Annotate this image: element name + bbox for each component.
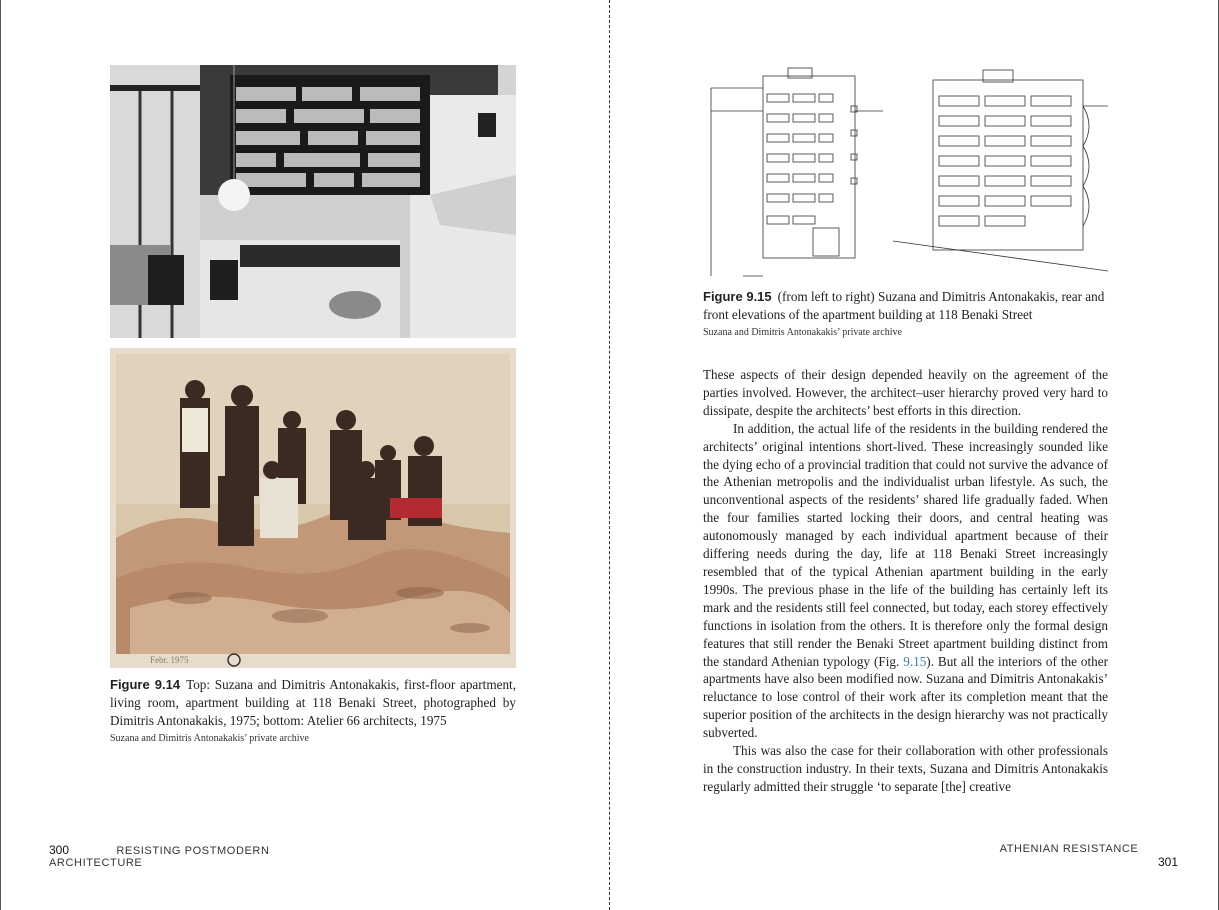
paragraph-text: ). But all the interiors of the other apartments have also been modified now. Suzana and Dimitris Antonakakis’ reluctance to lose control of their work after its completion meant that the superior position of the architects in the design hierarchy was not practically subverted. [703,653,1108,741]
running-head: ATHENIAN RESISTANCE [999,843,1139,855]
figure-9-14-caption [110,676,516,746]
figure-reference-link[interactable]: 9.15 [903,653,927,669]
figure-caption-text: Top: Suzana and Dimitris Antonakakis, first-floor apartment, living room, apartment building at 118 Benaki Street, photographed by Dimitris Antonakakis, 1975; bottom: Atelier 66 architects, 1975 [110,677,517,728]
photo-inscription: Febr. 1975 [150,655,189,665]
right-footer [998,843,1178,869]
figure-label: Figure 9.15 [703,289,772,304]
page-number: 300 [49,843,70,857]
running-head: RESISTING POSTMODERN ARCHITECTURE [49,845,270,869]
interior-living-room-photo [110,65,516,338]
paragraph: These aspects of their design depended heavily on the agreement of the parties involved. However, the architect–user hierarchy proved very hard to dissipate, despite the architects’ best efforts in this direction. [703,367,1108,418]
paragraph: This was also the case for their collaboration with other professionals in the construction industry. In their texts, Suzana and Dimitris Antonakakis regularly admitted their struggle ‘to separate [the] creative [703,743,1108,794]
figure-caption-text: (from left to right) Suzana and Dimitris Antonakakis, rear and front elevations of the apartment building at 118 Benaki Street [703,289,1105,322]
body-text [703,366,1108,796]
paragraph [703,420,1108,742]
page-number: 301 [1157,855,1178,869]
figure-9-15-caption [703,288,1108,340]
figure-label: Figure 9.14 [110,677,181,692]
left-footer [49,843,349,869]
right-page [610,0,1219,910]
group-portrait-on-rocks-photo [110,348,516,668]
figure-credit: Suzana and Dimitris Antonakakis’ private archive [110,733,309,744]
left-page [0,0,609,910]
figure-credit: Suzana and Dimitris Antonakakis’ private archive [703,327,902,338]
rear-and-front-elevations-drawing [703,66,1108,278]
paragraph-text: In addition, the actual life of the residents in the building rendered the architects’ original intentions short-lived. These increasingly sounded like the dying echo of a provincial tradition that could not survive the advance of the Athenian metropolis and the individualist urban lifestyle. As such, the unconventional aspects of the residents’ shared life gradually faded. When the four families started locking their doors, and central heating was autonomously managed by each individual apartment because of their differing needs during the day, life at 118 Benaki Street increasingly resembled that of the typical Athenian apartment building in the early 1990s. The previous phase in the life of the building has certainly left its mark and the residents still feel connected, but today, each storey effectively functions in isolation from the others. It is therefore only the formal design features that still render the Benaki Street apartment building distinct from the standard Athenian typology (Fig. [703,420,1108,669]
